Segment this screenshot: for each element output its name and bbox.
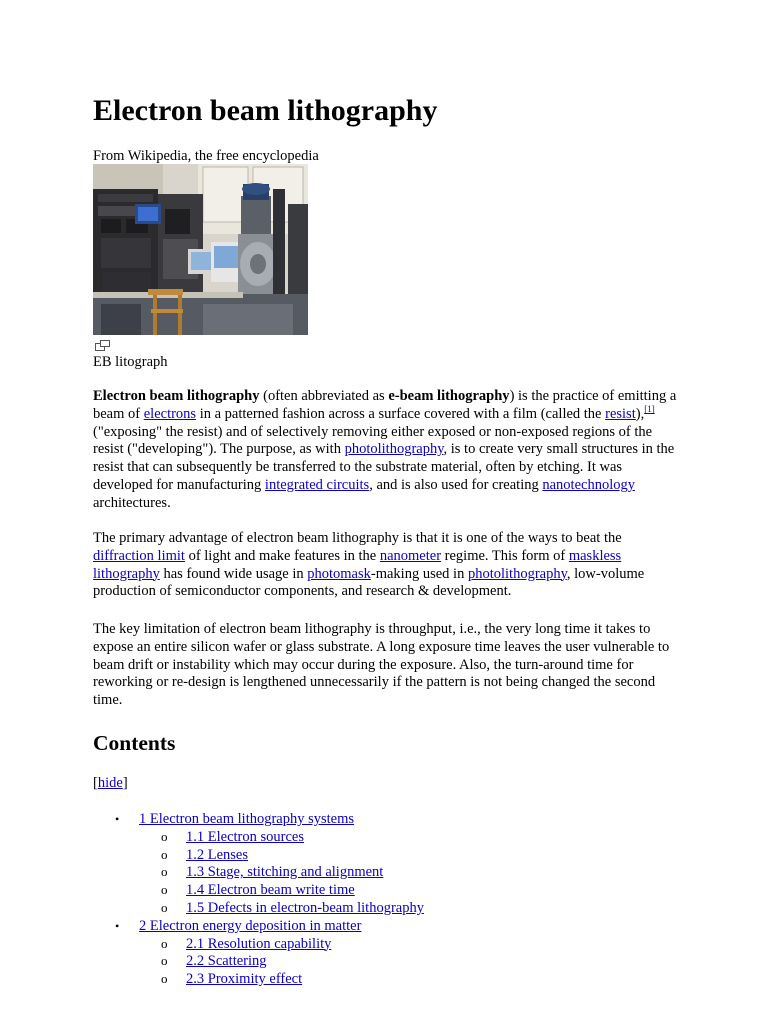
text: -making used in	[370, 565, 468, 582]
toc-link[interactable]: 1.1 Electron sources	[186, 828, 304, 845]
circle-bullet-icon: o	[161, 864, 168, 880]
hide-link[interactable]: hide	[97, 775, 123, 791]
toc-link[interactable]: 1.2 Lenses	[186, 846, 249, 863]
circle-bullet-icon: o	[161, 935, 168, 951]
table-of-contents	[93, 811, 424, 989]
link-photolithography[interactable]: photolithography	[467, 565, 567, 582]
circle-bullet-icon: o	[161, 882, 168, 898]
text: of light and make features in the	[184, 547, 380, 564]
toc-item	[93, 882, 424, 900]
text: (often abbreviated as	[259, 388, 389, 404]
link-maskless-lithography[interactable]: maskless lithography	[93, 547, 622, 582]
text: architectures.	[93, 494, 171, 511]
page-title: Electron beam lithography	[93, 94, 438, 127]
image-caption: EB litograph	[93, 354, 168, 370]
toc-item	[93, 847, 424, 865]
circle-bullet-icon: o	[161, 953, 168, 969]
toc-link[interactable]: 1.5 Defects in electron-beam lithography	[186, 899, 424, 916]
magnify-icon[interactable]	[95, 340, 110, 351]
toc-item	[93, 953, 424, 971]
link-nanometer[interactable]: nanometer	[379, 547, 442, 564]
contents-hide-toggle	[93, 774, 128, 792]
toc-item	[93, 900, 424, 918]
link-diffraction-limit[interactable]: diffraction limit	[93, 547, 185, 564]
toc-item	[93, 971, 424, 989]
bullet-icon: •	[115, 918, 120, 933]
text: , is to create very small structures in the resist that can subsequently be transferred to the substrate material, often by etching. It was developed for manufacturing	[93, 441, 675, 493]
link-resist[interactable]: resist	[605, 405, 636, 422]
toc-link[interactable]: 2.3 Proximity effect	[186, 971, 303, 988]
toc-link[interactable]: 2.1 Resolution capability	[186, 935, 332, 952]
text: ) is the practice of emitting a beam of	[93, 388, 677, 422]
toc-item	[93, 864, 424, 882]
lab-photo[interactable]	[93, 164, 308, 335]
reference-link[interactable]: [1]	[644, 403, 655, 414]
circle-bullet-icon: o	[161, 828, 168, 844]
link-photomask[interactable]: photomask	[307, 565, 371, 582]
contents-heading: Contents	[93, 731, 176, 755]
toc-item	[93, 936, 424, 954]
link-electrons[interactable]: electrons	[143, 405, 197, 422]
bullet-icon: •	[115, 812, 120, 826]
text: , and is also used for creating	[369, 476, 543, 493]
circle-bullet-icon: o	[161, 899, 168, 915]
toc-item	[93, 918, 424, 936]
text: The primary advantage of electron beam lithography is that it is one of the ways to beat the	[93, 530, 622, 546]
toc-item	[93, 811, 424, 829]
bracket: ]	[122, 775, 128, 791]
text: ),	[635, 405, 645, 422]
circle-bullet-icon: o	[161, 846, 168, 862]
bold-term: e-beam lithography	[388, 388, 510, 404]
circle-bullet-icon: o	[161, 971, 168, 987]
link-photolithography[interactable]: photolithography	[344, 441, 444, 458]
advantage-paragraph	[93, 530, 683, 601]
text: in a patterned fashion across a surface covered with a film (called the	[196, 405, 606, 422]
site-subtitle: From Wikipedia, the free encyclopedia	[93, 148, 319, 164]
bold-term: Electron beam lithography	[93, 388, 260, 404]
toc-item	[93, 829, 424, 847]
toc-link[interactable]: 1 Electron beam lithography systems	[139, 811, 355, 827]
lab-photo-illustration	[93, 164, 308, 335]
toc-link[interactable]: 1.3 Stage, stitching and alignment	[186, 864, 384, 881]
intro-paragraph	[93, 388, 683, 513]
text: , low-volume production of semiconductor components, and research & development.	[93, 565, 645, 600]
bracket: [	[93, 775, 98, 791]
toc-link[interactable]: 2.2 Scattering	[186, 953, 267, 970]
text: ("exposing" the resist) and of selectively removing either exposed or non-exposed regions of the resist ("developing"). The purpose, as with	[93, 423, 653, 458]
link-integrated-circuits[interactable]: integrated circuits	[264, 476, 370, 493]
toc-link[interactable]: 2 Electron energy deposition in matter	[139, 917, 362, 934]
limitation-paragraph: The key limitation of electron beam lithography is throughput, i.e., the very long time it takes to expose an entire silicon wafer or glass substrate. A long exposure time leaves the user vulnerable to beam drift or instability which may occur during the exposure. Also, the turn-around time for reworking or re-design is lengthened unnecessarily if the pattern is not being changed the second time.	[93, 621, 670, 709]
text: regime. This form of	[441, 547, 569, 564]
link-nanotechnology[interactable]: nanotechnology	[542, 476, 635, 493]
text: has found wide usage in	[159, 565, 308, 582]
toc-link[interactable]: 1.4 Electron beam write time	[186, 882, 355, 899]
